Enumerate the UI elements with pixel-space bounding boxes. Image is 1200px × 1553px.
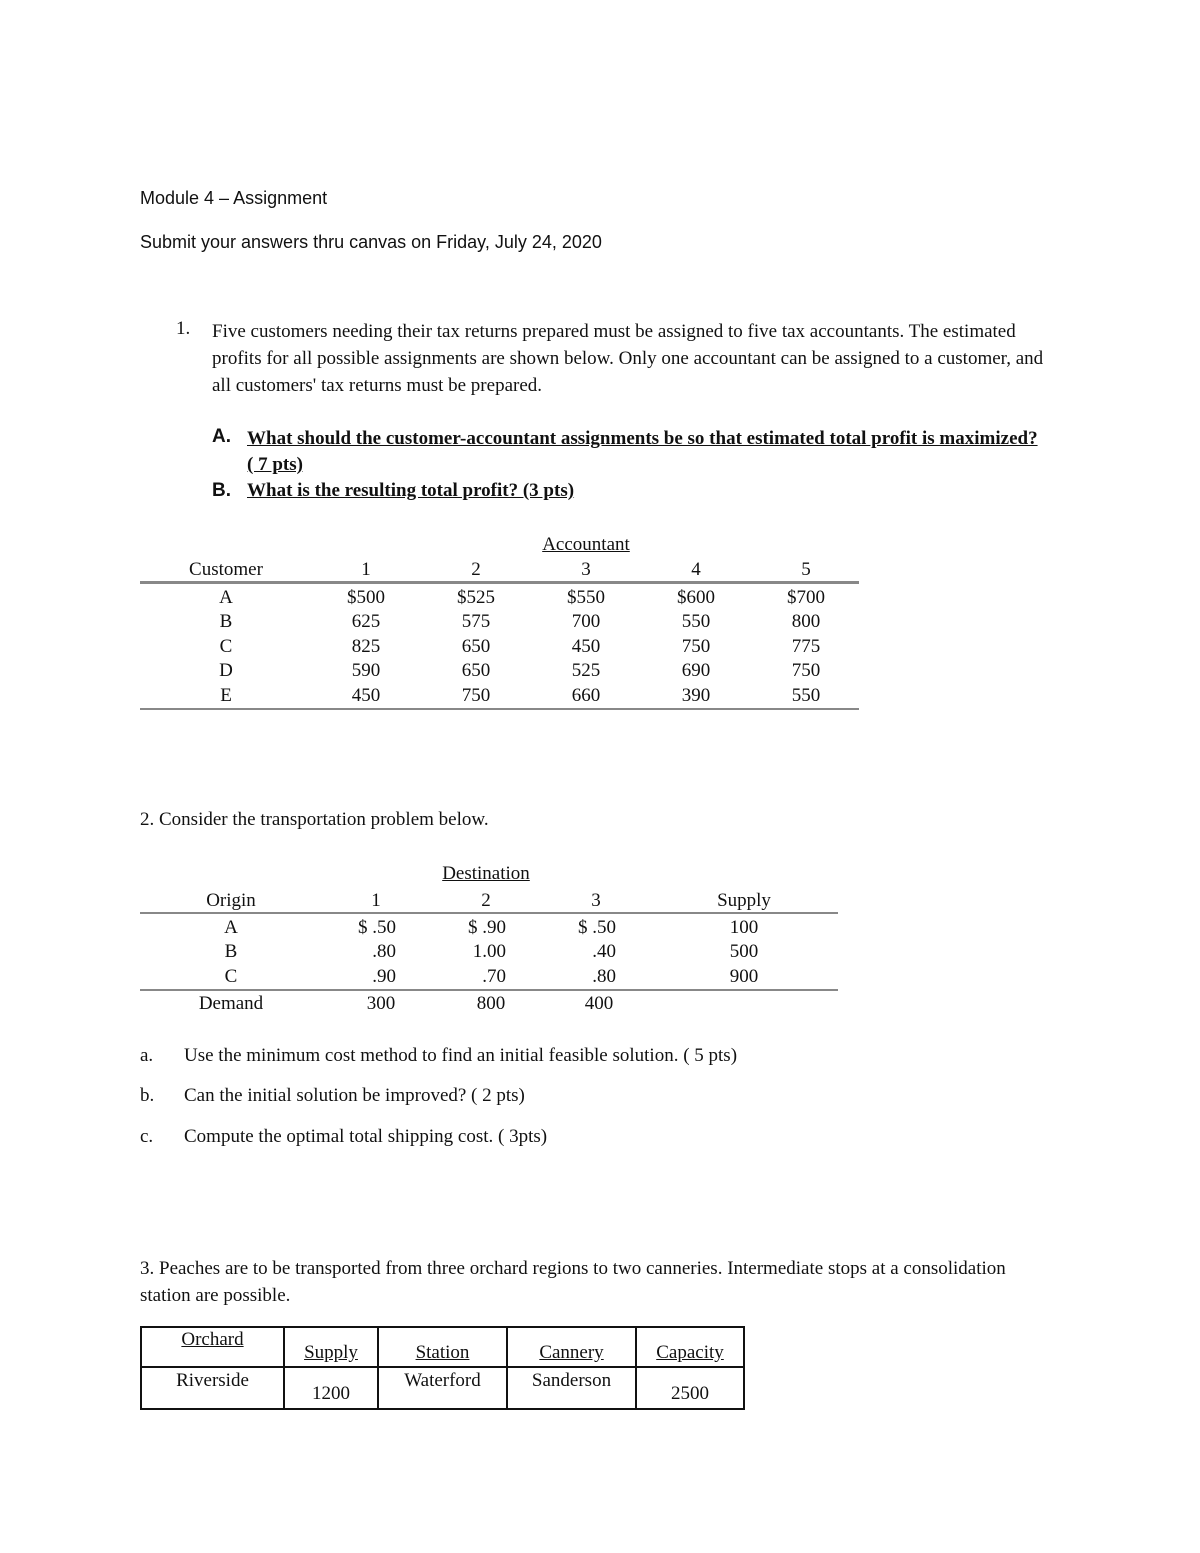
cost-cell: $ .50 [578, 917, 616, 938]
demand-label: Demand [198, 993, 264, 1014]
part-a-label: A. [212, 426, 231, 447]
submission-note: Submit your answers thru canvas on Friday, July 24, 2020 [140, 232, 602, 252]
table-rule [140, 581, 859, 584]
table-rule [140, 989, 838, 991]
table-cell: 390 [681, 685, 711, 706]
header-orchard: Orchard [141, 1327, 284, 1367]
demand-cell: 300 [366, 993, 396, 1014]
cost-cell: $ .90 [468, 917, 506, 938]
cell-orchard: Riverside [141, 1367, 284, 1409]
row-label: A [224, 917, 238, 938]
table-cell: 800 [791, 611, 821, 632]
cost-cell: .80 [372, 941, 396, 962]
column-header: 5 [801, 559, 811, 580]
item-c-label: c. [140, 1126, 154, 1147]
table-cell: 450 [571, 636, 601, 657]
table-cell: 550 [791, 685, 821, 706]
column-header: 3 [581, 559, 591, 580]
header-capacity: Capacity [636, 1327, 744, 1367]
row-label: B [224, 941, 238, 962]
table-cell: 550 [681, 611, 711, 632]
table-cell: $600 [677, 587, 715, 608]
column-header: 3 [591, 890, 601, 911]
cell-supply: 1200 [284, 1367, 378, 1409]
part-b-text: What is the resulting total profit? (3 pts) [247, 480, 575, 501]
row-label: E [220, 685, 232, 706]
table-cell: 750 [461, 685, 491, 706]
cost-cell: .90 [372, 966, 396, 987]
row-label: C [219, 636, 233, 657]
table-rule [140, 912, 838, 914]
customer-header: Customer [189, 559, 263, 580]
column-header: 4 [691, 559, 701, 580]
table-cell: $500 [347, 587, 385, 608]
table-cell: 750 [681, 636, 711, 657]
table-cell: 650 [461, 660, 491, 681]
supply-header: Supply [717, 890, 771, 911]
table-cell: 700 [571, 611, 601, 632]
cell-station: Waterford [378, 1367, 507, 1409]
table-cell: 825 [351, 636, 381, 657]
column-header: 1 [371, 890, 381, 911]
part-b-label: B. [212, 480, 231, 501]
header-cannery: Cannery [507, 1327, 636, 1367]
table-cell: 660 [571, 685, 601, 706]
table-cell: $550 [567, 587, 605, 608]
table-cell: 750 [791, 660, 821, 681]
supply-cell: 100 [729, 917, 759, 938]
table-cell: $525 [457, 587, 495, 608]
cost-cell: .40 [592, 941, 616, 962]
item-c-text: Compute the optimal total shipping cost. ( 3pts) [184, 1126, 548, 1147]
question-1-number: 1. [176, 318, 191, 339]
cost-cell: .70 [482, 966, 506, 987]
cost-cell: 1.00 [472, 941, 506, 962]
cost-cell: $ .50 [358, 917, 396, 938]
question-2-text: 2. Consider the transportation problem below. [140, 809, 489, 830]
origin-header: Origin [206, 890, 256, 911]
cell-cannery: Sanderson [507, 1367, 636, 1409]
row-label: A [219, 587, 233, 608]
question-1-text: Five customers needing their tax returns prepared must be assigned to five tax accountants. The estimated profits for all possible assignments are shown below. Only one accountant can be assigned to a customer, and all customers' tax returns must be prepared. [212, 321, 1044, 396]
accountant-header: Accountant [542, 534, 630, 555]
table-cell: 775 [791, 636, 821, 657]
destination-header: Destination [442, 863, 530, 884]
orchard-table [140, 1326, 745, 1410]
table-cell: $700 [787, 587, 825, 608]
cell-capacity: 2500 [636, 1367, 744, 1409]
row-label: B [219, 611, 233, 632]
row-label: C [224, 966, 238, 987]
supply-cell: 900 [729, 966, 759, 987]
supply-cell: 500 [729, 941, 759, 962]
row-label: D [219, 660, 233, 681]
table-cell: 575 [461, 611, 491, 632]
header-supply: Supply [284, 1327, 378, 1367]
page-title: Module 4 – Assignment [140, 188, 328, 208]
question-3-text: 3. Peaches are to be transported from three orchard regions to two canneries. Intermediate stops at a consolidation station are possible. [140, 1258, 1006, 1306]
table-rule [140, 708, 859, 710]
cost-cell: .80 [592, 966, 616, 987]
item-a-text: Use the minimum cost method to find an initial feasible solution. ( 5 pts) [184, 1045, 738, 1066]
table-cell: 650 [461, 636, 491, 657]
item-b-label: b. [140, 1085, 155, 1106]
table-cell: 525 [571, 660, 601, 681]
part-a-text: What should the customer-accountant assignments be so that estimated total profit is maximized? ( 7 pts) [247, 428, 1038, 475]
demand-cell: 800 [476, 993, 506, 1014]
item-a-label: a. [140, 1045, 154, 1066]
table-cell: 625 [351, 611, 381, 632]
column-header: 2 [471, 559, 481, 580]
table-cell: 590 [351, 660, 381, 681]
header-station: Station [378, 1327, 507, 1367]
column-header: 2 [481, 890, 491, 911]
demand-cell: 400 [584, 993, 614, 1014]
table-cell: 690 [681, 660, 711, 681]
table-cell: 450 [351, 685, 381, 706]
item-b-text: Can the initial solution be improved? ( 2 pts) [184, 1085, 525, 1106]
column-header: 1 [361, 559, 371, 580]
